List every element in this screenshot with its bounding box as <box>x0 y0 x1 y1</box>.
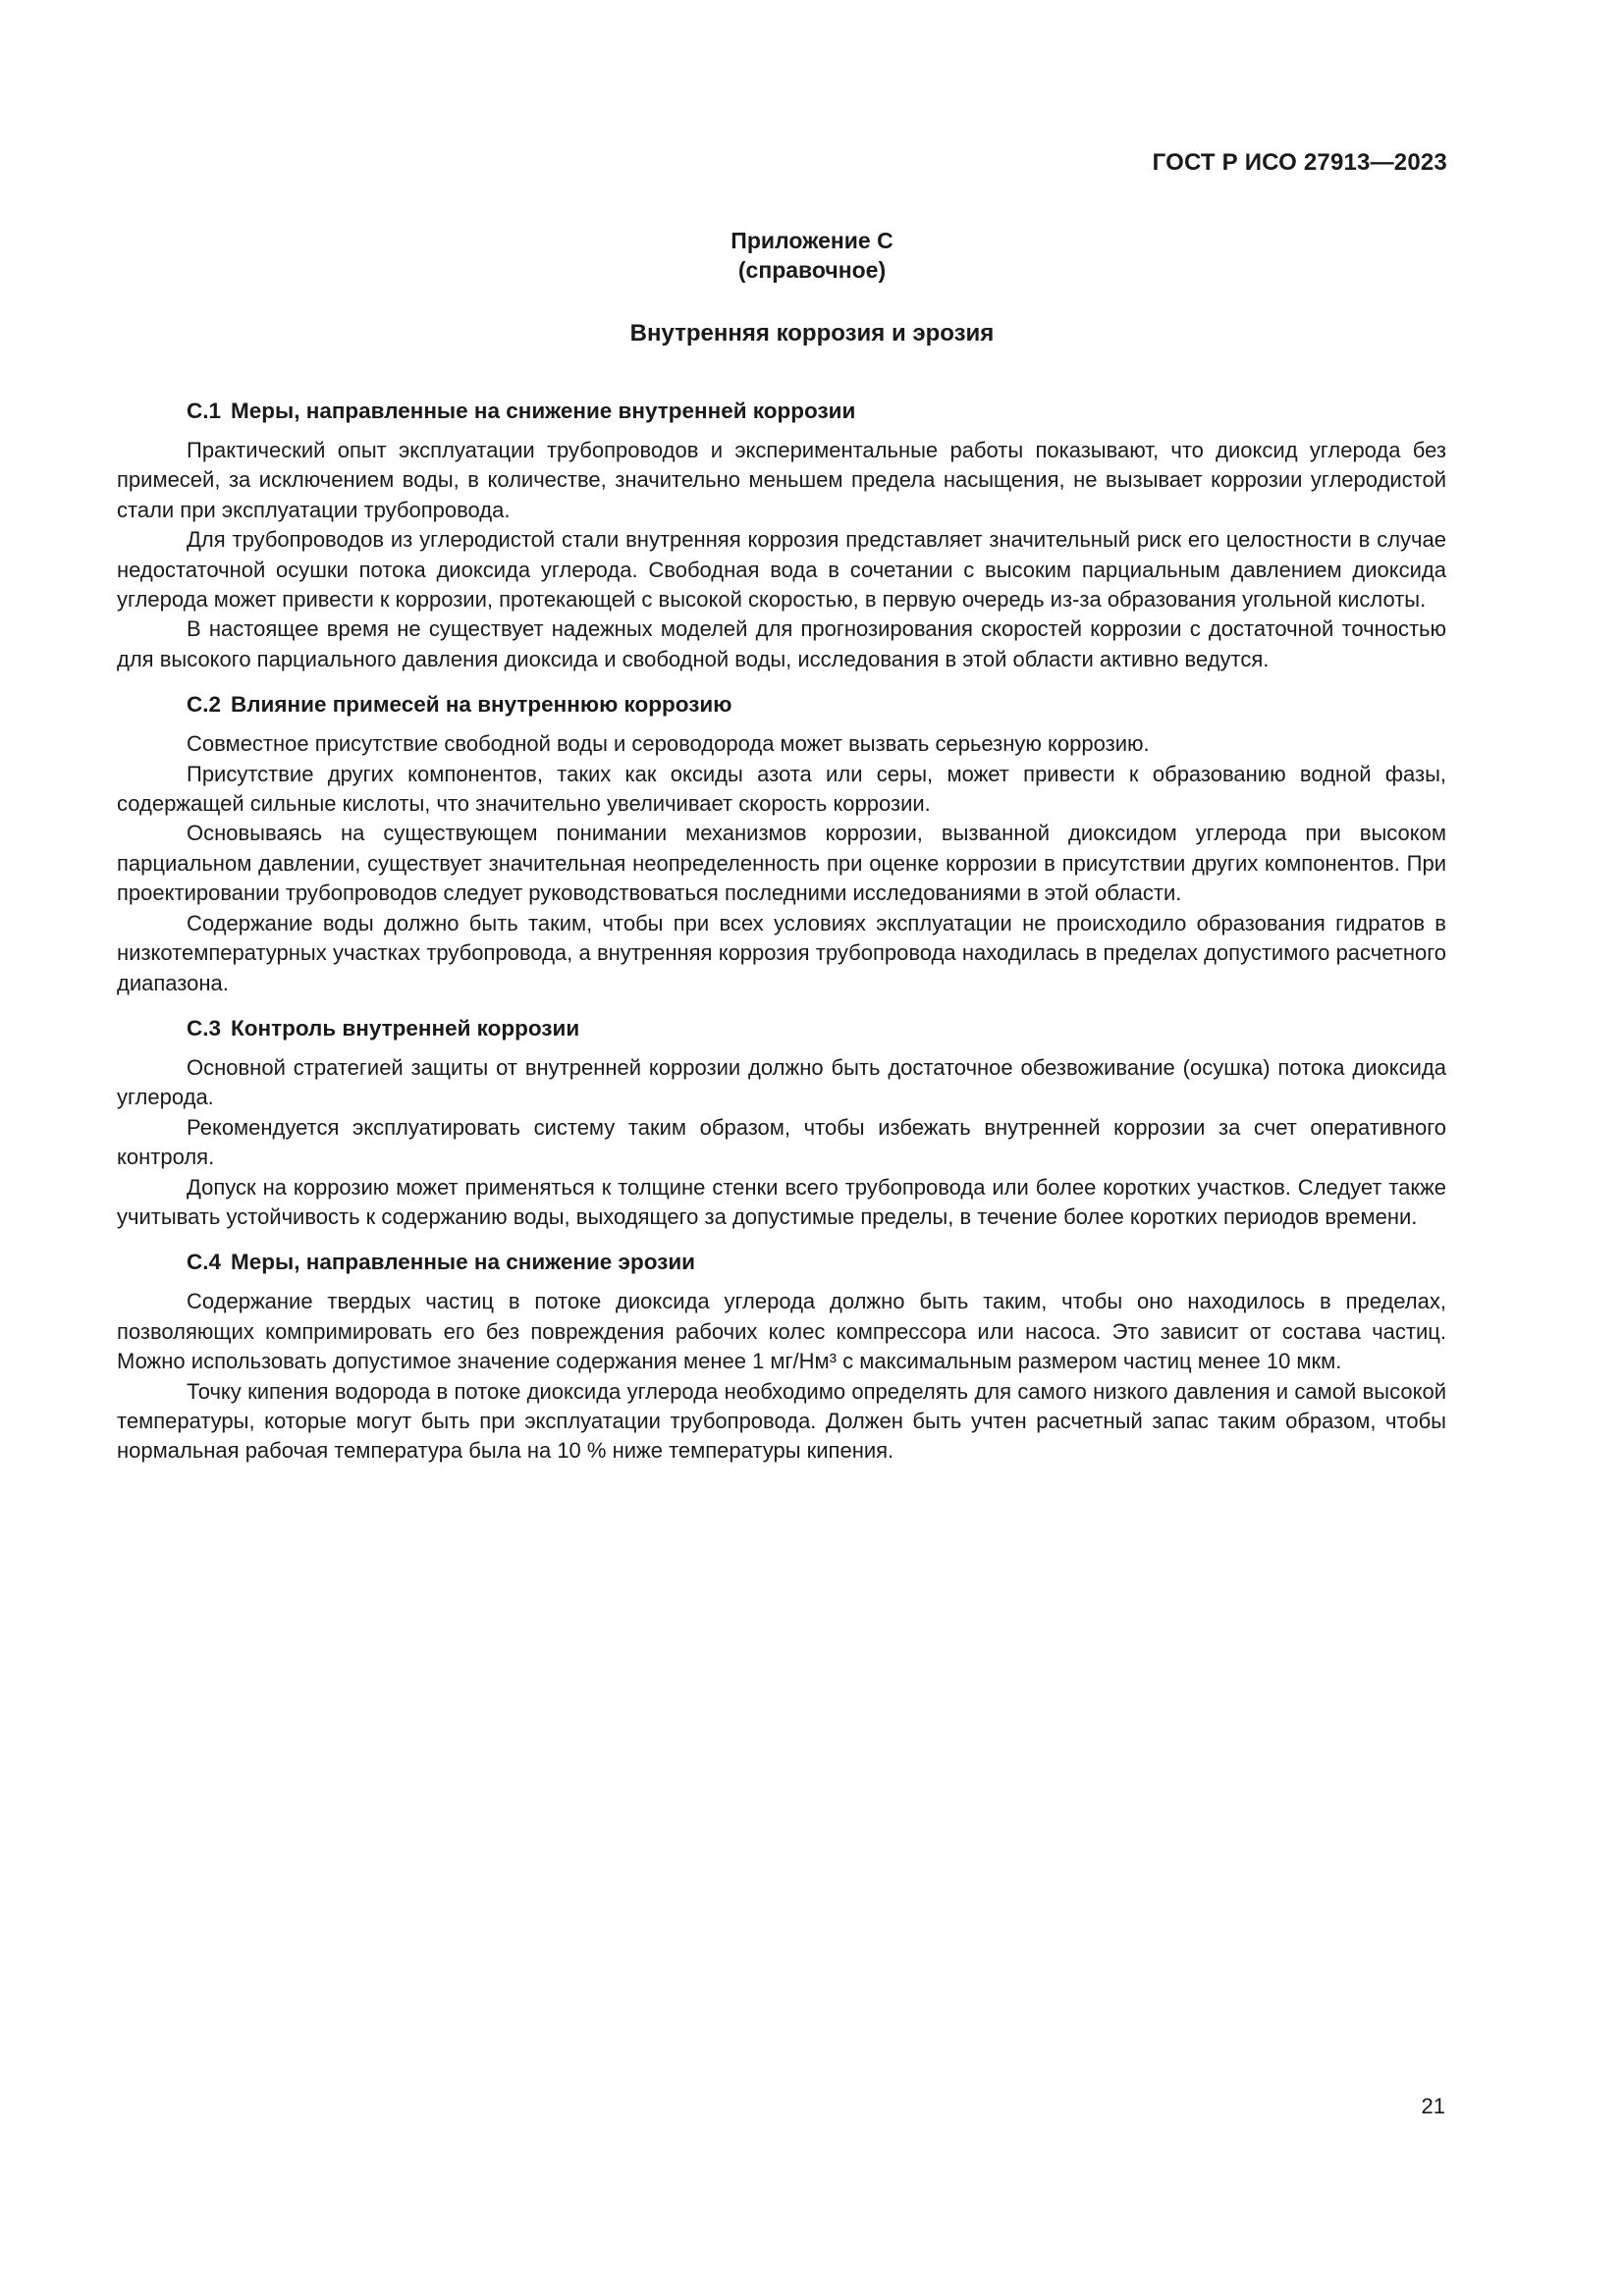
section-title: Влияние примесей на внутреннюю коррозию <box>231 692 732 718</box>
section-number: С.3 <box>187 1015 222 1041</box>
section-c1 <box>117 397 1446 674</box>
section-body <box>117 729 1446 998</box>
annex-heading <box>0 226 1624 285</box>
paragraph: Совместное присутствие свободной воды и сероводорода может вызвать серьезную коррозию. <box>187 731 1150 757</box>
paragraph: Присутствие других компонентов, таких как оксиды азота или серы, может привести к образованию водной фазы, содержащей сильные кислоты, что значительно увеличивает скорость коррозии. <box>117 761 1446 817</box>
section-c3 <box>117 1014 1446 1232</box>
section-heading <box>117 1248 1446 1277</box>
paragraph: Для трубопроводов из углеродистой стали внутренняя коррозия представляет значительный риск его целостности в случае недостаточной осушки потока диоксида углерода. Свободная вода в сочетании с высоким парциальным давлением диоксида углерода может привести к коррозии, протекающей с высокой скоростью, в первую очередь из-за образования угольной кислоты. <box>117 527 1446 613</box>
paragraph: Содержание твердых частиц в потоке диоксида углерода должно быть таким, чтобы оно находилось в пределах, позволяющих компримировать его без повреждения рабочих колес компрессора или насоса. Это зависит от состава частиц. Можно использовать допустимое значение содержания менее 1 мг/Нм³ с максимальным размером частиц менее 10 мкм. <box>117 1289 1446 1374</box>
paragraph: В настоящее время не существует надежных моделей для прогнозирования скоростей коррозии с достаточной точностью для высокого парциального давления диоксида и свободной воды, исследования в этой области активно ведутся. <box>117 616 1446 671</box>
document-body <box>117 397 1446 1482</box>
section-number: С.2 <box>187 692 222 718</box>
annex-title: Внутренняя коррозия и эрозия <box>629 320 995 347</box>
paragraph: Практический опыт эксплуатации трубопроводов и экспериментальные работы показывают, что диоксид углерода без примесей, за исключением воды, в количестве, значительно меньшем предела насыщения, не вызывает коррозии углеродистой стали при эксплуатации трубопровода. <box>117 438 1446 522</box>
section-c4 <box>117 1248 1446 1466</box>
paragraph: Точку кипения водорода в потоке диоксида углерода необходимо определять для самого низкого давления и самой высокой температуры, которые могут быть при эксплуатации трубопровода. Должен быть учтен расчетный запас таким образом, чтобы нормальная рабочая температура была на 10 % ниже температуры кипения. <box>117 1378 1446 1464</box>
paragraph: Рекомендуется эксплуатировать систему таким образом, чтобы избежать внутренней коррозии за счет оперативного контроля. <box>117 1114 1446 1170</box>
section-heading <box>117 690 1446 720</box>
section-body <box>117 1053 1446 1232</box>
document-code: ГОСТ Р ИСО 27913—2023 <box>1152 149 1447 176</box>
section-heading <box>117 397 1446 426</box>
section-body <box>117 1287 1446 1466</box>
section-number: С.4 <box>187 1250 222 1275</box>
section-title: Контроль внутренней коррозии <box>231 1015 580 1041</box>
paragraph: Основываясь на существующем понимании механизмов коррозии, вызванной диоксидом углерода при высоком парциальном давлении, существует значительная неопределенность при оценке коррозии в присутствии других компонентов. При проектировании трубопроводов следует руководствоваться последними исследованиями в этой области. <box>117 821 1446 906</box>
paragraph: Допуск на коррозию может применяться к толщине стенки всего трубопровода или более коротких участков. Следует также учитывать устойчивость к содержанию воды, выходящего за допустимые пределы, в течение более коротких периодов времени. <box>117 1174 1446 1229</box>
paragraph: Основной стратегией защиты от внутренней коррозии должно быть достаточное обезвоживание (осушка) потока диоксида углерода. <box>117 1054 1446 1110</box>
page-number: 21 <box>1421 2094 1445 2118</box>
section-number: С.1 <box>187 399 222 423</box>
section-c2 <box>117 690 1446 998</box>
section-body <box>117 436 1446 674</box>
annex-label: Приложение С <box>731 228 893 253</box>
section-title: Меры, направленные на снижение эрозии <box>231 1250 695 1275</box>
section-heading <box>117 1014 1446 1043</box>
paragraph: Содержание воды должно быть таким, чтобы при всех условиях эксплуатации не происходило образования гидратов в низкотемпературных участках трубопровода, а внутренняя коррозия трубопровода находилась в пределах допустимого расчетного диапазона. <box>117 910 1446 995</box>
section-title: Меры, направленные на снижение внутренней коррозии <box>231 399 856 423</box>
annex-status: (справочное) <box>737 257 887 283</box>
